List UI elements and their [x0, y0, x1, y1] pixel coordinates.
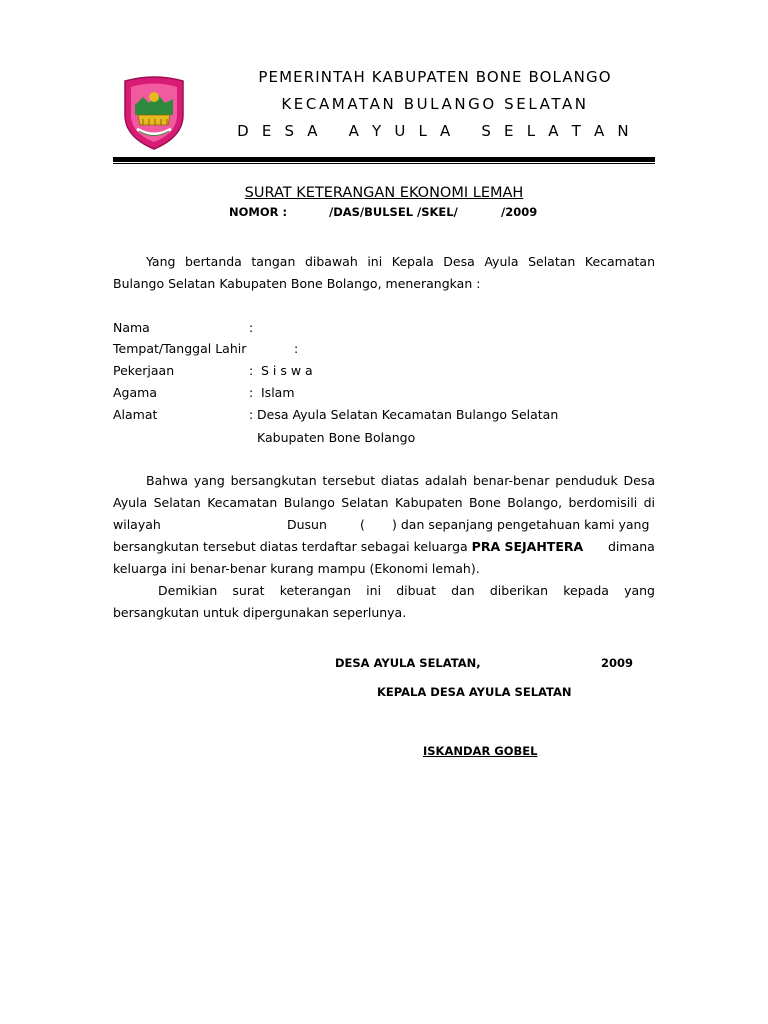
field-label-birth: Tempat/Tanggal Lahir	[113, 341, 247, 356]
pra-sejahtera-label: PRA SEJAHTERA	[471, 539, 584, 554]
statement-dusun: Dusun	[287, 517, 327, 532]
signature-year: 2009	[601, 656, 634, 670]
letter-title: SURAT KETERANGAN EKONOMI LEMAH	[244, 185, 524, 201]
letterhead-district: KECAMATAN BULANGO SELATAN	[281, 95, 589, 113]
regency-emblem-icon	[121, 75, 187, 151]
field-sep-birth: :	[294, 341, 299, 356]
signature-place: DESA AYULA SELATAN,	[335, 656, 481, 670]
field-value-religion: Islam	[261, 385, 295, 400]
statement-wilayah: wilayah	[113, 517, 161, 532]
intro-line-2: Bulango Selatan Kabupaten Bone Bolango, menerangkan :	[113, 276, 481, 291]
statement-paren-open: (	[360, 517, 365, 532]
field-sep-occupation: :	[249, 363, 254, 378]
field-sep-address: :	[249, 407, 254, 422]
letterhead-rule-thick	[113, 157, 655, 162]
statement-line-1: Bahwa yang bersangkutan tersebut diatas adalah benar-benar penduduk Desa	[146, 473, 655, 488]
field-sep-nama: :	[249, 320, 254, 335]
intro-line-1: Yang bertanda tangan dibawah ini Kepala Desa Ayula Selatan Kecamatan	[146, 254, 655, 269]
field-value-address-2: Kabupaten Bone Bolango	[257, 430, 416, 445]
field-label-nama: Nama	[113, 320, 150, 335]
statement-line-4: bersangkutan tersebut diatas terdaftar sebagai keluarga PRA SEJAHTERA	[113, 539, 584, 554]
signature-name: ISKANDAR GOBEL	[423, 744, 538, 758]
field-value-address: Desa Ayula Selatan Kecamatan Bulango Selatan	[257, 407, 559, 422]
statement-line-3-rest: ) dan sepanjang pengetahuan kami yang	[392, 517, 650, 532]
statement-line-2: Ayula Selatan Kecamatan Bulango Selatan Kabupaten Bone Bolango, berdomisili di	[113, 495, 655, 510]
field-label-occupation: Pekerjaan	[113, 363, 175, 378]
closing-line-2: bersangkutan untuk dipergunakan seperlunya.	[113, 605, 407, 620]
field-label-religion: Agama	[113, 385, 157, 400]
letterhead-village: D E S A A Y U L A S E L A T A N	[237, 122, 633, 140]
statement-line-5: keluarga ini benar-benar kurang mampu (Ekonomi lemah).	[113, 561, 480, 576]
field-sep-religion: :	[249, 385, 254, 400]
nomor-number: /DAS/BULSEL /SKEL/	[329, 205, 458, 219]
signature-position: KEPALA DESA AYULA SELATAN	[377, 685, 572, 699]
closing-line-1: Demikian surat keterangan ini dibuat dan diberikan kepada yang	[158, 583, 655, 598]
field-label-address: Alamat	[113, 407, 158, 422]
letterhead-rule-thin	[113, 163, 655, 164]
letterhead-government: PEMERINTAH KABUPATEN BONE BOLANGO	[258, 68, 612, 86]
nomor-label: NOMOR :	[229, 205, 288, 219]
field-value-occupation: S i s w a	[261, 363, 313, 378]
statement-dimana: dimana	[608, 539, 655, 554]
nomor-year: /2009	[501, 205, 538, 219]
